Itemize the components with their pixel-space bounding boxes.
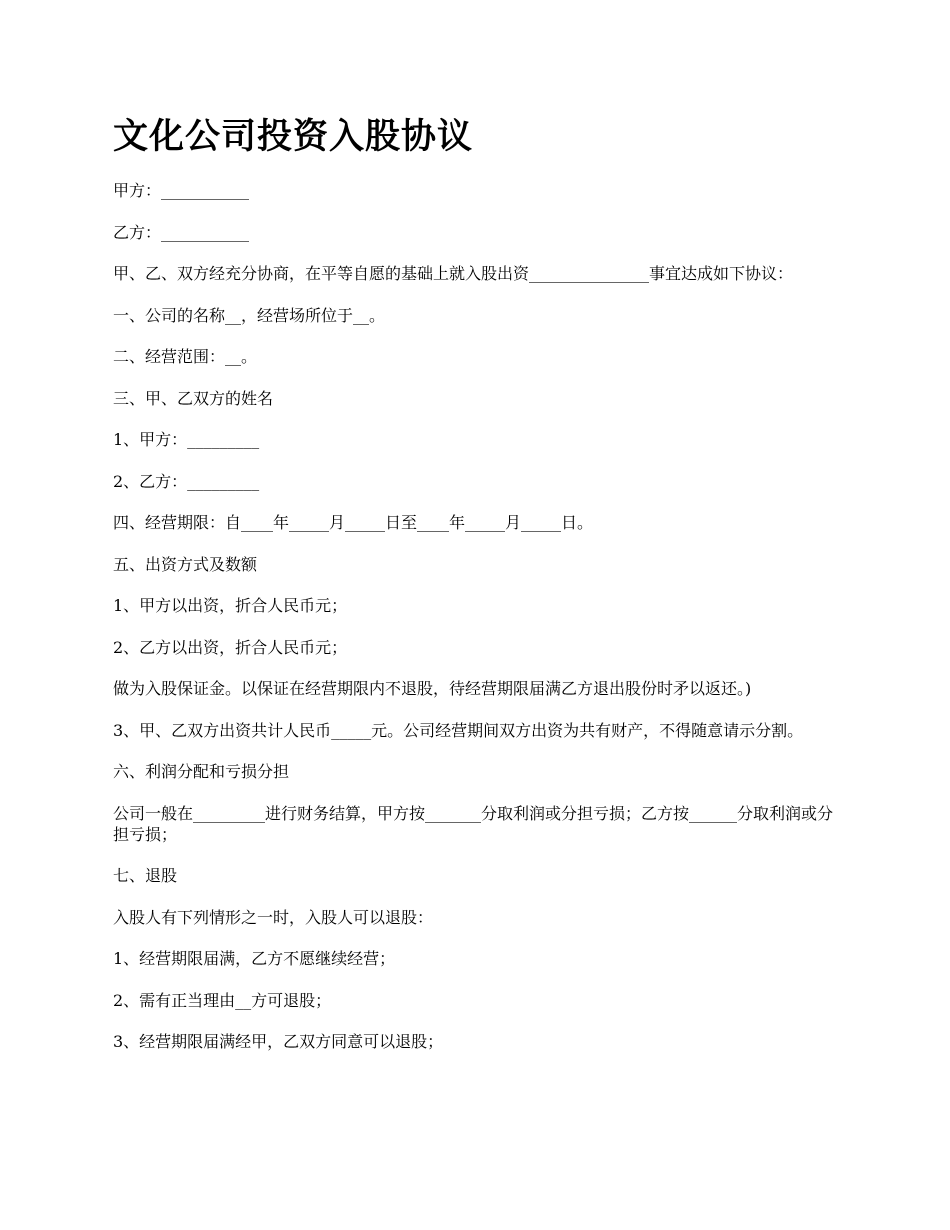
clause-3-party-b: 2、乙方：_________ (113, 471, 260, 491)
clause-4-term: 四、经营期限：自____年_____月_____日至____年_____月_____日。 (113, 513, 594, 532)
clause-2-business-scope: 二、经营范围：__。 (113, 347, 258, 366)
party-a-line: 甲方：___________ (113, 181, 250, 200)
document-title: 文化公司投资入股协议 (113, 116, 474, 157)
clause-7-item-1: 1、经营期限届满，乙方不愿继续经营； (113, 949, 396, 968)
document-body (113, 180, 843, 1052)
clause-1-company-name: 一、公司的名称__，经营场所位于__。 (113, 305, 386, 325)
clause-7-intro: 入股人有下列情形之一时，入股人可以退股： (113, 907, 434, 927)
clause-7-item-2: 2、需有正当理由__方可退股； (113, 990, 332, 1010)
clause-6-heading: 六、利润分配和亏损分担 (113, 762, 290, 781)
agreement-intro: 甲、乙、双方经充分协商，在平等自愿的基础上就入股出资_______________事宜达成如下协议： (113, 264, 794, 283)
party-b-line: 乙方：___________ (113, 222, 250, 242)
clause-5-deposit-note: 做为入股保证金。以保证在经营期限内不退股，待经营期限届满乙方退出股份时矛以返还。) (113, 679, 752, 698)
clause-3-party-a: 1、甲方：_________ (113, 430, 260, 449)
clause-6-profit-sharing: 公司一般在_________进行财务结算，甲方按_______分取利润或分担亏损；乙方按______分取利润或分担亏损； (113, 803, 834, 844)
clause-7-heading: 七、退股 (113, 866, 178, 885)
clause-5-item-1: 1、甲方以出资，折合人民币元； (113, 596, 348, 615)
clause-7-item-3: 3、经营期限届满经甲，乙双方同意可以退股； (113, 1032, 444, 1051)
document-page (113, 112, 843, 1073)
clause-3-heading: 三、甲、乙双方的姓名 (113, 388, 274, 408)
clause-5-heading: 五、出资方式及数额 (113, 554, 258, 574)
clause-5-item-2: 2、乙方以出资，折合人民币元； (113, 637, 348, 657)
clause-5-item-3: 3、甲、乙双方出资共计人民币_____元。公司经营期间双方出资为共有财产，不得随意请示分割。 (113, 720, 804, 740)
